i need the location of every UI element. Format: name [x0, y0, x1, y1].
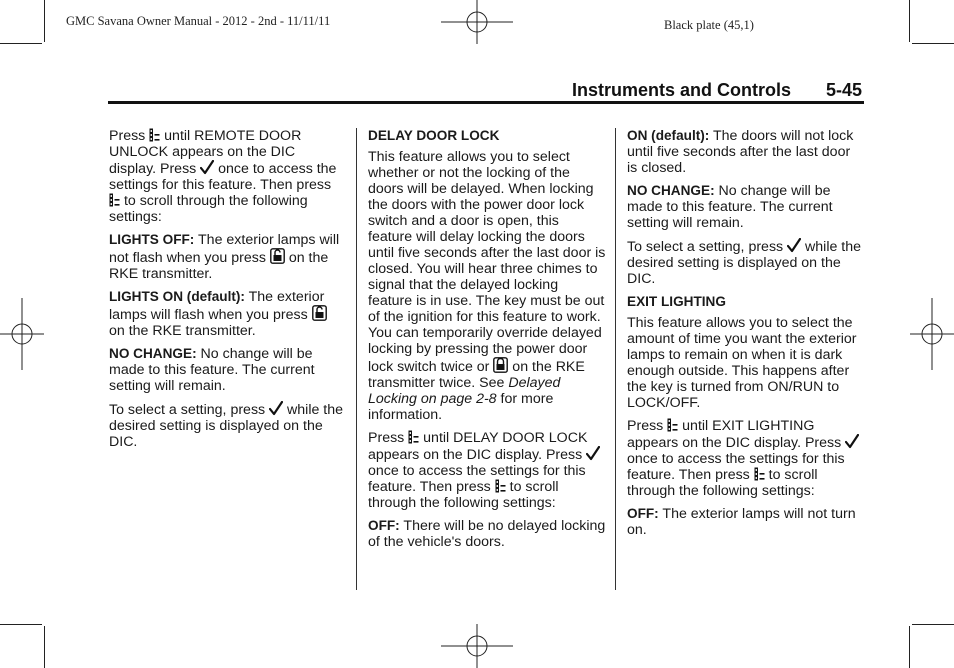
- remote-unlock-icon: [270, 248, 285, 264]
- paragraph-lights-on: [109, 289, 345, 339]
- paragraph-press-exit-lighting: [627, 418, 863, 499]
- text: to scroll through the following settings:: [627, 467, 818, 499]
- dic-menu-icon: [109, 193, 120, 207]
- text: No change will be made to this feature. The current setting will remain.: [109, 346, 315, 394]
- header-rule: [108, 101, 864, 104]
- column-2: [368, 128, 606, 557]
- term-label: ON (default):: [627, 128, 710, 143]
- dic-menu-icon: [149, 128, 160, 142]
- page-number: 5-45: [826, 80, 863, 100]
- column-1: [109, 128, 345, 457]
- crop-mark: [909, 626, 910, 668]
- text: The exterior lamps will not flash when you press: [109, 232, 340, 266]
- checkmark-icon: [845, 434, 859, 449]
- text: until DELAY DOOR LOCK appears on the DIC display. Press: [368, 430, 588, 463]
- paragraph-on-default: [627, 128, 863, 176]
- paragraph-lights-off: [109, 232, 345, 282]
- text: The exterior lamps will not turn on.: [627, 506, 856, 538]
- text: on the RKE transmitter.: [109, 323, 256, 339]
- paragraph-select-setting: [109, 401, 345, 450]
- registration-mark-right: [910, 298, 954, 370]
- text: on the RKE transmitter.: [109, 250, 329, 282]
- text: once to access the settings for this feature. Then press: [368, 463, 586, 495]
- text: There will be no delayed locking of the vehicle's doors.: [368, 518, 606, 550]
- crop-mark: [0, 624, 42, 625]
- crop-mark: [0, 43, 42, 44]
- section-title: Instruments and Controls: [572, 80, 792, 100]
- term-label: NO CHANGE:: [109, 346, 197, 361]
- term-label: OFF:: [368, 518, 400, 533]
- crop-mark: [44, 0, 45, 42]
- text: This feature allows you to select whether or not the locking of the doors will be delayed. When locking the doors with the power door lock switch and a door is open, this feature will delay locking the doors until five seconds after the last door is closed. You will hear three chimes to signal that the delayed locking feature is in use. The key must be out of the ignition for this feature to work. You can temporarily override delayed locking by pressing the power door lock switch twice or: [368, 149, 606, 375]
- text: Press: [627, 418, 668, 434]
- dic-menu-icon: [495, 479, 506, 493]
- crop-mark: [912, 624, 954, 625]
- text: once to access the settings for this feature. Then press: [109, 161, 337, 193]
- paragraph-delay-description: [368, 149, 606, 423]
- text: to scroll through the following settings:: [368, 479, 559, 511]
- text: This feature allows you to select the amount of time you want the exterior lamps to remain on when it is dark enough outside. This happens after the key is turned from ON/RUN to LOCK/OFF.: [627, 315, 857, 411]
- checkmark-icon: [200, 160, 214, 175]
- text: To select a setting, press: [627, 239, 788, 255]
- term-label: NO CHANGE:: [627, 183, 715, 198]
- remote-unlock-icon: [312, 305, 327, 321]
- paragraph-press-remote-door-unlock: [109, 128, 345, 225]
- crop-mark: [909, 0, 910, 42]
- subheading: EXIT LIGHTING: [627, 294, 726, 309]
- paragraph-off: [627, 506, 863, 538]
- registration-mark-bottom: [441, 624, 513, 668]
- term-label: LIGHTS ON (default):: [109, 289, 245, 304]
- column-divider: [615, 128, 616, 590]
- text: Press: [109, 128, 150, 144]
- dic-menu-icon: [408, 430, 419, 444]
- heading-delay-door-lock: [368, 128, 606, 144]
- paragraph-exit-description: [627, 315, 863, 411]
- cross-reference-link[interactable]: Delayed Locking on page 2-8: [368, 375, 561, 407]
- text: The exterior lamps will flash when you press: [109, 289, 325, 323]
- print-header-left: GMC Savana Owner Manual - 2012 - 2nd - 11/11/11: [66, 14, 331, 28]
- checkmark-icon: [269, 401, 283, 416]
- text: while the desired setting is displayed on the DIC.: [627, 239, 862, 287]
- subheading: DELAY DOOR LOCK: [368, 128, 500, 143]
- dic-menu-icon: [754, 467, 765, 481]
- column-3: [627, 128, 863, 545]
- registration-mark-top: [441, 0, 513, 44]
- crop-mark: [44, 626, 45, 668]
- text: until REMOTE DOOR UNLOCK appears on the DIC display. Press: [109, 128, 302, 177]
- text: until EXIT LIGHTING appears on the DIC display. Press: [627, 418, 846, 451]
- text: on the RKE transmitter twice. See: [368, 359, 585, 391]
- term-label: LIGHTS OFF:: [109, 232, 195, 247]
- paragraph-off: [368, 518, 606, 550]
- heading-exit-lighting: [627, 294, 863, 310]
- text: once to access the settings for this feature. Then press: [627, 451, 845, 483]
- dic-menu-icon: [667, 418, 678, 432]
- text: Press: [368, 430, 409, 446]
- checkmark-icon: [787, 238, 801, 253]
- paragraph-select-setting: [627, 238, 863, 287]
- checkmark-icon: [586, 446, 600, 461]
- paragraph-press-delay-door-lock: [368, 430, 606, 511]
- text: No change will be made to this feature. The current setting will remain.: [627, 183, 833, 231]
- paragraph-no-change: [627, 183, 863, 231]
- print-header-right: Black plate (45,1): [664, 18, 754, 32]
- text: The doors will not lock until five seconds after the last door is closed.: [627, 128, 854, 176]
- column-divider: [356, 128, 357, 590]
- text: to scroll through the following settings:: [109, 193, 308, 225]
- paragraph-no-change: [109, 346, 345, 394]
- registration-mark-left: [0, 298, 44, 370]
- text: To select a setting, press: [109, 402, 270, 418]
- text: while the desired setting is displayed on the DIC.: [109, 402, 344, 450]
- term-label: OFF:: [627, 506, 659, 521]
- remote-lock-icon: [493, 357, 508, 373]
- crop-mark: [912, 43, 954, 44]
- text: for more information.: [368, 391, 554, 423]
